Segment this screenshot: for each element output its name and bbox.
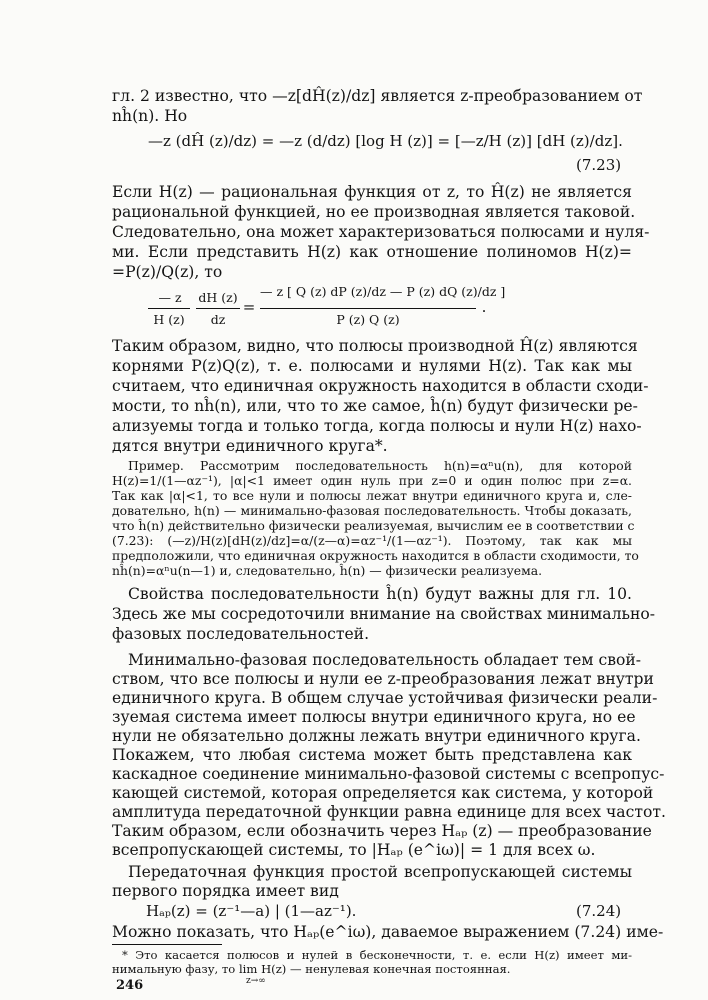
example-line: что ĥ(n) действительно физически реализуемая, вычислим ее в соответствии с	[112, 518, 635, 533]
equation-number: (7.24)	[576, 902, 622, 920]
text-line: ми. Если представить H(z) как отношение полиномов H(z)=	[112, 243, 632, 261]
example-line: H(z)=1/(1—αz⁻¹), |α|<1 имеет один нуль при z=0 и один полюс при z=α.	[112, 473, 632, 488]
text-line: Здесь же мы сосредоточили внимание на свойствах минимально-	[112, 605, 656, 623]
fraction-bar	[196, 308, 240, 309]
fraction-numerator: — z [ Q (z) dP (z)/dz — P (z) dQ (z)/dz ]	[260, 284, 506, 299]
equals-sign: =	[242, 298, 256, 316]
fraction-denominator: H (z)	[153, 312, 185, 327]
text-line: Таким образом, видно, что полюсы производной Ĥ(z) являются	[112, 337, 638, 355]
text-line: первого порядка имеет вид	[112, 882, 339, 900]
text-line: фазовых последовательностей.	[112, 625, 370, 643]
text-line: =P(z)/Q(z), то	[112, 263, 223, 281]
text-line: мости, то nĥ(n), или, что то же самое, ĥ(n) будут физически ре-	[112, 397, 638, 415]
text-line: Передаточная функция простой всепропускающей системы	[128, 863, 632, 881]
page-number: 246	[116, 978, 144, 993]
text-line: кающей системой, которая определяется как система, у которой	[112, 784, 654, 802]
text-line: корнями P(z)Q(z), т. е. полюсами и нулями H(z). Так как мы	[112, 357, 632, 375]
text-line: зуемая система имеет полюсы внутри единичного круга, но ее	[112, 708, 636, 726]
text-line: Свойства последовательности ĥ(n) будут важны для гл. 10.	[128, 585, 632, 603]
text-line: Таким образом, если обозначить через Hₐₚ (z) — преобразование	[112, 822, 652, 840]
text-line: дятся внутри единичного круга*.	[112, 437, 388, 455]
footnote-rule	[112, 944, 222, 945]
text-line: Следовательно, она может характеризоваться полюсами и нуля-	[112, 223, 650, 241]
example-line: предположили, что единичная окружность находится в области сходимости, то	[112, 548, 639, 563]
example-line: довательно, h(n) — минимально-фазовая последовательность. Чтобы доказать,	[112, 503, 632, 518]
text-line: Минимально-фазовая последовательность обладает тем свой-	[128, 651, 642, 669]
text-line: ством, что все полюсы и нули ее z-преобразования лежат внутри	[112, 670, 654, 688]
example-line: Так как |α|<1, то все нули и полюсы лежат внутри единичного круга и, сле-	[112, 488, 632, 503]
fraction-numerator: — z	[158, 290, 182, 305]
period: .	[481, 298, 487, 316]
footnote-line: * Это касается полюсов и нулей в бесконечности, т. е. если H(z) имеет ми-	[122, 948, 632, 962]
fraction-bar	[148, 308, 190, 309]
fraction-bar	[260, 308, 476, 309]
text-line: всепропускающей системы, то |Hₐₚ (e^iω)| = 1 для всех ω.	[112, 841, 596, 859]
text-line: ализуемы тогда и только тогда, когда полюсы и нули H(z) нахо-	[112, 417, 642, 435]
fraction-numerator: dH (z)	[198, 290, 238, 305]
text-line: единичного круга. В общем случае устойчивая физически реали-	[112, 689, 658, 707]
limit-subscript: z→∞	[246, 976, 266, 986]
footnote-line: нимальную фазу, то lim H(z) — ненулевая конечная постоянная.	[112, 962, 511, 976]
text-line: Если H(z) — рациональная функция от z, то Ĥ(z) не является	[112, 183, 632, 201]
example-line: Пример. Рассмотрим последовательность h(n)=αⁿu(n), для которой	[128, 458, 632, 473]
text-line: nĥ(n). Но	[112, 107, 188, 125]
text-line: каскадное соединение минимально-фазовой системы с всепропус-	[112, 765, 665, 783]
text-line: гл. 2 известно, что —z[dĤ(z)/dz] является z-преобразованием от	[112, 87, 643, 105]
text-line: считаем, что единичная окружность находится в области сходи-	[112, 377, 649, 395]
example-line: nĥ(n)=αⁿu(n—1) и, следовательно, ĥ(n) — физически реализуема.	[112, 563, 543, 578]
equation-7-23: —z (dĤ (z)/dz) = —z (d/dz) [log H (z)] = [—z/H (z)] [dH (z)/dz].	[148, 132, 623, 150]
text-line: Покажем, что любая система может быть представлена как	[112, 746, 632, 764]
example-line: (7.23): (—z)/H(z)[dH(z)/dz]=α/(z—α)=αz⁻¹/(1—αz⁻¹). Поэтому, так как мы	[112, 533, 632, 548]
text-line: рациональной функцией, но ее производная является таковой.	[112, 203, 636, 221]
equation-7-24: Hₐₚ(z) = (z⁻¹—a) | (1—az⁻¹).	[146, 902, 357, 920]
text-line: амплитуда передаточной функции равна единице для всех частот.	[112, 803, 666, 821]
text-line: Можно показать, что Hₐₚ(e^iω), даваемое выражением (7.24) име-	[112, 923, 664, 941]
text-line: нули не обязательно должны лежать внутри единичного круга.	[112, 727, 641, 745]
fraction-denominator: P (z) Q (z)	[336, 312, 400, 327]
equation-number: (7.23)	[576, 156, 622, 174]
fraction-denominator: dz	[210, 312, 226, 327]
